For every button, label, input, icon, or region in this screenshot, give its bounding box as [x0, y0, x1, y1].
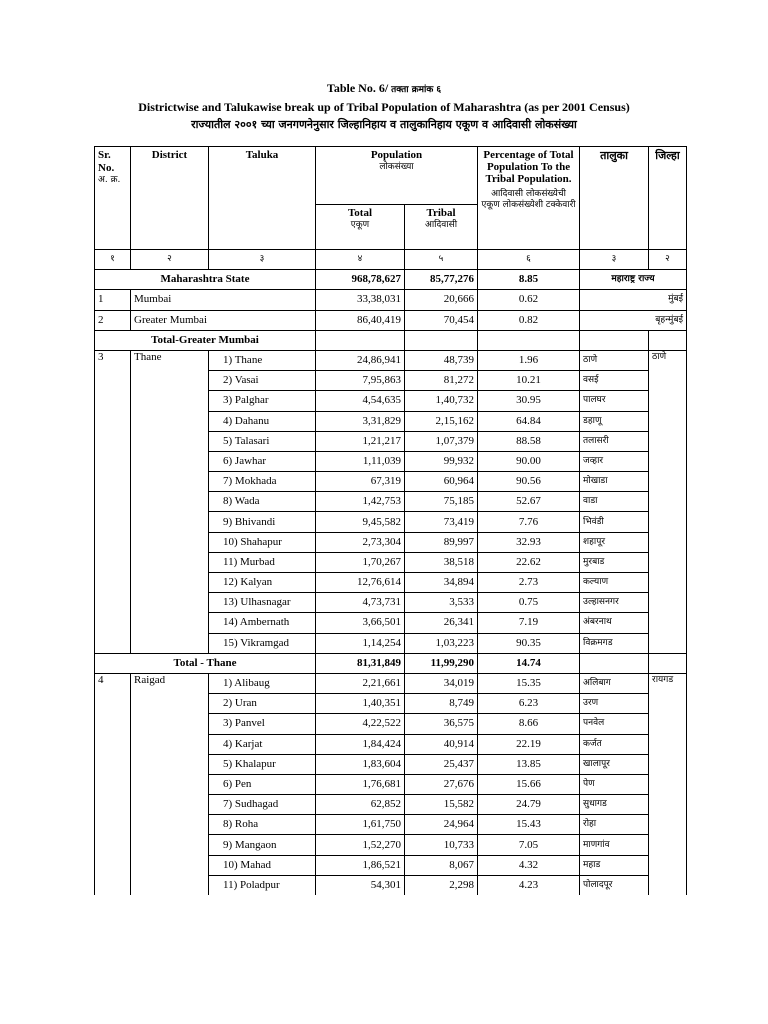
table-row: [95, 855, 687, 875]
taluka-name-mr: वसई: [580, 371, 649, 391]
column-number: १: [95, 250, 131, 270]
table-title: [0, 80, 768, 99]
total-population: 4,73,731: [316, 593, 405, 613]
district-name: [131, 754, 209, 774]
district-name-mr: [649, 633, 687, 653]
taluka-name: 8) Wada: [209, 492, 316, 512]
total-population: 4,22,522: [316, 714, 405, 734]
district-total-label: Total - Thane: [95, 653, 316, 673]
district-name-mr: [649, 371, 687, 391]
col-header-total: Total एकूण: [316, 205, 405, 250]
district-name-mr: [649, 532, 687, 552]
district-total-row: [95, 653, 687, 673]
tribal-population: 15,582: [405, 795, 478, 815]
taluka-name: 1) Alibaug: [209, 673, 316, 693]
sr-number: [95, 734, 131, 754]
district-name-mr: [649, 694, 687, 714]
table-row: [95, 391, 687, 411]
table-row: [95, 552, 687, 572]
taluka-name-mr: शहापूर: [580, 532, 649, 552]
district-name-mr: [649, 451, 687, 471]
taluka-name-mr: पनवेल: [580, 714, 649, 734]
percentage: 15.35: [478, 673, 580, 693]
district-tribal: 11,99,290: [405, 653, 478, 673]
taluka-name: 8) Roha: [209, 815, 316, 835]
total-population: 62,852: [316, 795, 405, 815]
percentage: 7.76: [478, 512, 580, 532]
sr-number: [95, 875, 131, 895]
taluka-name: 15) Vikramgad: [209, 633, 316, 653]
percentage: 30.95: [478, 391, 580, 411]
percentage: 90.00: [478, 451, 580, 471]
district-name: [131, 593, 209, 613]
tribal-population: 60,964: [405, 472, 478, 492]
tribal-population: 73,419: [405, 512, 478, 532]
total-population: 1,61,750: [316, 815, 405, 835]
percentage: 6.23: [478, 694, 580, 714]
taluka-name: 12) Kalyan: [209, 573, 316, 593]
percentage: 10.21: [478, 371, 580, 391]
district-name: [131, 552, 209, 572]
subtotal-pct: [478, 330, 580, 350]
district-name-mr: [649, 835, 687, 855]
sr-number: [95, 694, 131, 714]
tribal-population: 75,185: [405, 492, 478, 512]
district-name: [131, 694, 209, 714]
table-row: [95, 754, 687, 774]
taluka-name-mr: उरण: [580, 694, 649, 714]
sr-number: [95, 411, 131, 431]
taluka-name: 5) Talasari: [209, 431, 316, 451]
percentage: 0.62: [478, 290, 580, 310]
taluka-name: 7) Mokhada: [209, 472, 316, 492]
district-name-mr: ठाणे: [649, 350, 687, 370]
subtotal-total: [316, 330, 405, 350]
taluka-name-mr: कल्याण: [580, 573, 649, 593]
district-name: [131, 714, 209, 734]
tribal-population: 27,676: [405, 774, 478, 794]
taluka-name: 11) Murbad: [209, 552, 316, 572]
district-name-mr: [649, 875, 687, 895]
subtotal-tribal: [405, 330, 478, 350]
district-name-mr: [649, 795, 687, 815]
taluka-name-mr: मुरबाड: [580, 552, 649, 572]
table-row: [95, 714, 687, 734]
district-name-mr: रायगड: [649, 673, 687, 693]
district-name: [131, 411, 209, 431]
district-name-mr: [649, 714, 687, 734]
district-name: [131, 512, 209, 532]
column-number: ३: [580, 250, 649, 270]
tribal-population: 81,272: [405, 371, 478, 391]
district-name-mr: [649, 855, 687, 875]
table-row: [95, 673, 687, 693]
tribal-population: 40,914: [405, 734, 478, 754]
table-title-en: Table No. 6/: [326, 81, 392, 95]
district-name-mr: मुंबई: [580, 290, 687, 310]
table-row: [95, 815, 687, 835]
sr-number: [95, 573, 131, 593]
subtotal-mr-taluka: [580, 330, 649, 350]
taluka-name-mr: पालघर: [580, 391, 649, 411]
taluka-name-mr: रोहा: [580, 815, 649, 835]
total-population: 9,45,582: [316, 512, 405, 532]
column-number: ५: [405, 250, 478, 270]
sr-number: [95, 451, 131, 471]
taluka-name-mr: वाडा: [580, 492, 649, 512]
tribal-population: 25,437: [405, 754, 478, 774]
tribal-population: 2,298: [405, 875, 478, 895]
district-name: [131, 532, 209, 552]
table-title-mr: तक्ता क्रमांक ६: [391, 85, 442, 95]
tribal-population: 8,749: [405, 694, 478, 714]
total-population: 3,31,829: [316, 411, 405, 431]
table-row: [95, 734, 687, 754]
taluka-name-mr: सुधागड: [580, 795, 649, 815]
percentage: 8.66: [478, 714, 580, 734]
table-row: [95, 875, 687, 895]
district-name: [131, 774, 209, 794]
table-row: [95, 371, 687, 391]
tribal-population: 89,997: [405, 532, 478, 552]
taluka-name: 10) Mahad: [209, 855, 316, 875]
subtotal-mr-district: [649, 330, 687, 350]
taluka-name: 9) Bhivandi: [209, 512, 316, 532]
tribal-population: 34,019: [405, 673, 478, 693]
percentage: 88.58: [478, 431, 580, 451]
table-row: [95, 694, 687, 714]
district-name: [131, 633, 209, 653]
table-row: [95, 310, 687, 330]
taluka-name-mr: तलासरी: [580, 431, 649, 451]
district-name: [131, 855, 209, 875]
percentage: 0.75: [478, 593, 580, 613]
total-population: 1,40,351: [316, 694, 405, 714]
table-subtitle-en: Districtwise and Talukawise break up of Tribal Population of Maharashtra (as per 2001 Census): [138, 100, 630, 114]
taluka-name-mr: खालापूर: [580, 754, 649, 774]
table-row: [95, 532, 687, 552]
state-tribal: 85,77,276: [405, 270, 478, 290]
sr-number: [95, 754, 131, 774]
total-population: 2,73,304: [316, 532, 405, 552]
district-name: [131, 613, 209, 633]
tribal-population: 1,03,223: [405, 633, 478, 653]
col-header-district-mr: जिल्हा: [649, 147, 687, 250]
subtotal-label: Total-Greater Mumbai: [95, 330, 316, 350]
tribal-population: 8,067: [405, 855, 478, 875]
table-row: [95, 290, 687, 310]
taluka-name-mr: कर्जत: [580, 734, 649, 754]
taluka-name-mr: पेण: [580, 774, 649, 794]
percentage: 90.35: [478, 633, 580, 653]
tribal-population: 99,932: [405, 451, 478, 471]
sr-number: [95, 795, 131, 815]
district-name-mr: [649, 593, 687, 613]
col-header-population: Population लोकसंख्या: [316, 147, 478, 205]
column-number: २: [649, 250, 687, 270]
total-population: 3,66,501: [316, 613, 405, 633]
taluka-name: 14) Ambernath: [209, 613, 316, 633]
percentage: 13.85: [478, 754, 580, 774]
district-name: Greater Mumbai: [131, 310, 316, 330]
taluka-name-mr: भिवंडी: [580, 512, 649, 532]
col-header-percentage: Percentage of Total Population To the Tribal Population. आदिवासी लोकसंख्येची एकूण लोकसंख्येशी टक्केवारी: [478, 147, 580, 250]
sr-number: [95, 855, 131, 875]
district-name-mr: [649, 472, 687, 492]
percentage: 7.19: [478, 613, 580, 633]
district-name-mr: [649, 754, 687, 774]
taluka-name: 10) Shahapur: [209, 532, 316, 552]
district-name: [131, 371, 209, 391]
percentage: 22.62: [478, 552, 580, 572]
district-name-mr: [649, 552, 687, 572]
taluka-name-mr: उल्हासनगर: [580, 593, 649, 613]
table-row: [95, 835, 687, 855]
taluka-name: 13) Ulhasnagar: [209, 593, 316, 613]
state-total: 968,78,627: [316, 270, 405, 290]
sr-number: [95, 512, 131, 532]
total-population: 1,21,217: [316, 431, 405, 451]
table-row: [95, 431, 687, 451]
sr-number: [95, 552, 131, 572]
district-name: [131, 875, 209, 895]
district-name-mr: [649, 774, 687, 794]
district-name: [131, 451, 209, 471]
tribal-population: 20,666: [405, 290, 478, 310]
district-name-mr: [649, 391, 687, 411]
total-population: 1,76,681: [316, 774, 405, 794]
sr-number: [95, 532, 131, 552]
percentage: 2.73: [478, 573, 580, 593]
district-name: Thane: [131, 350, 209, 370]
taluka-name-mr: महाड: [580, 855, 649, 875]
district-name: [131, 734, 209, 754]
tribal-population: 3,533: [405, 593, 478, 613]
state-pct: 8.85: [478, 270, 580, 290]
population-table: [94, 146, 687, 895]
table-row: [95, 350, 687, 370]
taluka-name: 3) Palghar: [209, 391, 316, 411]
taluka-name: 4) Dahanu: [209, 411, 316, 431]
taluka-name: 6) Pen: [209, 774, 316, 794]
district-name: [131, 573, 209, 593]
sr-number: [95, 633, 131, 653]
table-row: [95, 492, 687, 512]
percentage: 1.96: [478, 350, 580, 370]
percentage: 4.23: [478, 875, 580, 895]
sr-number: [95, 815, 131, 835]
sr-number: [95, 593, 131, 613]
percentage: 15.66: [478, 774, 580, 794]
table-row: [95, 472, 687, 492]
total-population: 33,38,031: [316, 290, 405, 310]
total-population: 1,42,753: [316, 492, 405, 512]
district-name-mr: [649, 431, 687, 451]
table-subtitle-mr: राज्यातील २००१ च्या जनगणनेनुसार जिल्हानिहाय व तालुकानिहाय एकूण व आदिवासी लोकसंख्या: [191, 118, 577, 131]
column-number: ४: [316, 250, 405, 270]
sr-number: [95, 492, 131, 512]
sr-number: 1: [95, 290, 131, 310]
taluka-name-mr: विक्रमगड: [580, 633, 649, 653]
district-total: 81,31,849: [316, 653, 405, 673]
percentage: 64.84: [478, 411, 580, 431]
col-header-taluka: Taluka: [209, 147, 316, 250]
district-name: [131, 795, 209, 815]
taluka-name: 6) Jawhar: [209, 451, 316, 471]
taluka-name-mr: अलिबाग: [580, 673, 649, 693]
district-name-mr: [649, 512, 687, 532]
taluka-name: 7) Sudhagad: [209, 795, 316, 815]
percentage: 15.43: [478, 815, 580, 835]
percentage: 4.32: [478, 855, 580, 875]
total-population: 1,11,039: [316, 451, 405, 471]
table-row: [95, 451, 687, 471]
tribal-population: 26,341: [405, 613, 478, 633]
subtotal-row: [95, 330, 687, 350]
total-population: 1,84,424: [316, 734, 405, 754]
sr-number: [95, 613, 131, 633]
total-population: 67,319: [316, 472, 405, 492]
taluka-name: 4) Karjat: [209, 734, 316, 754]
district-name: Raigad: [131, 673, 209, 693]
tribal-population: 1,40,732: [405, 391, 478, 411]
district-name-mr: [649, 815, 687, 835]
total-population: 7,95,863: [316, 371, 405, 391]
column-number: ६: [478, 250, 580, 270]
sr-number: [95, 774, 131, 794]
total-population: 4,54,635: [316, 391, 405, 411]
taluka-name-mr: डहाणू: [580, 411, 649, 431]
col-header-tribal: Tribal आदिवासी: [405, 205, 478, 250]
sr-number: [95, 835, 131, 855]
taluka-name: 11) Poladpur: [209, 875, 316, 895]
document-header: [0, 80, 768, 133]
taluka-name: 1) Thane: [209, 350, 316, 370]
tribal-population: 38,518: [405, 552, 478, 572]
total-population: 1,14,254: [316, 633, 405, 653]
percentage: 24.79: [478, 795, 580, 815]
total-population: 1,52,270: [316, 835, 405, 855]
sr-number: [95, 371, 131, 391]
district-name: [131, 472, 209, 492]
taluka-name-mr: माणगांव: [580, 835, 649, 855]
sr-number: [95, 431, 131, 451]
total-population: 1,70,267: [316, 552, 405, 572]
taluka-name: 2) Vasai: [209, 371, 316, 391]
tribal-population: 36,575: [405, 714, 478, 734]
tribal-population: 34,894: [405, 573, 478, 593]
col-header-district: District: [131, 147, 209, 250]
state-label-mr: महाराष्ट्र राज्य: [580, 270, 687, 290]
taluka-name-mr: जव्हार: [580, 451, 649, 471]
table-row: [95, 573, 687, 593]
col-header-taluka-mr: तालुका: [580, 147, 649, 250]
column-number-row: [95, 250, 687, 270]
table-row: [95, 512, 687, 532]
district-name: [131, 391, 209, 411]
column-number: ३: [209, 250, 316, 270]
taluka-name: 5) Khalapur: [209, 754, 316, 774]
sr-number: 2: [95, 310, 131, 330]
sr-number: 3: [95, 350, 131, 370]
percentage: 7.05: [478, 835, 580, 855]
district-name-mr: [649, 573, 687, 593]
taluka-name-mr: पोलादपूर: [580, 875, 649, 895]
district-total-mr-district: [649, 653, 687, 673]
tribal-population: 48,739: [405, 350, 478, 370]
total-population: 2,21,661: [316, 673, 405, 693]
total-population: 1,86,521: [316, 855, 405, 875]
column-number: २: [131, 250, 209, 270]
taluka-name-mr: ठाणे: [580, 350, 649, 370]
district-pct: 14.74: [478, 653, 580, 673]
taluka-name-mr: मोखाडा: [580, 472, 649, 492]
district-name: [131, 492, 209, 512]
district-name: [131, 835, 209, 855]
tribal-population: 24,964: [405, 815, 478, 835]
district-name-mr: [649, 411, 687, 431]
table-row: [95, 633, 687, 653]
sr-number: [95, 472, 131, 492]
percentage: 52.67: [478, 492, 580, 512]
district-name-mr: बृहन्मुंबई: [580, 310, 687, 330]
total-population: 1,83,604: [316, 754, 405, 774]
district-name: [131, 815, 209, 835]
district-name-mr: [649, 613, 687, 633]
total-population: 24,86,941: [316, 350, 405, 370]
table-row: [95, 411, 687, 431]
sr-number: 4: [95, 673, 131, 693]
tribal-population: 1,07,379: [405, 431, 478, 451]
table-row: [95, 774, 687, 794]
state-label: Maharashtra State: [95, 270, 316, 290]
table-row: [95, 795, 687, 815]
sr-number: [95, 391, 131, 411]
district-name-mr: [649, 492, 687, 512]
district-name: Mumbai: [131, 290, 316, 310]
percentage: 32.93: [478, 532, 580, 552]
district-name: [131, 431, 209, 451]
total-population: 54,301: [316, 875, 405, 895]
taluka-name: 9) Mangaon: [209, 835, 316, 855]
tribal-population: 2,15,162: [405, 411, 478, 431]
percentage: 90.56: [478, 472, 580, 492]
taluka-name-mr: अंबरनाथ: [580, 613, 649, 633]
sr-number: [95, 714, 131, 734]
percentage: 22.19: [478, 734, 580, 754]
total-population: 12,76,614: [316, 573, 405, 593]
state-total-row: [95, 270, 687, 290]
total-population: 86,40,419: [316, 310, 405, 330]
taluka-name: 2) Uran: [209, 694, 316, 714]
tribal-population: 70,454: [405, 310, 478, 330]
table-row: [95, 593, 687, 613]
percentage: 0.82: [478, 310, 580, 330]
table-row: [95, 613, 687, 633]
district-total-mr-taluka: [580, 653, 649, 673]
taluka-name: 3) Panvel: [209, 714, 316, 734]
tribal-population: 10,733: [405, 835, 478, 855]
col-header-sr: Sr. No. अ. क्र.: [95, 147, 131, 250]
district-name-mr: [649, 734, 687, 754]
